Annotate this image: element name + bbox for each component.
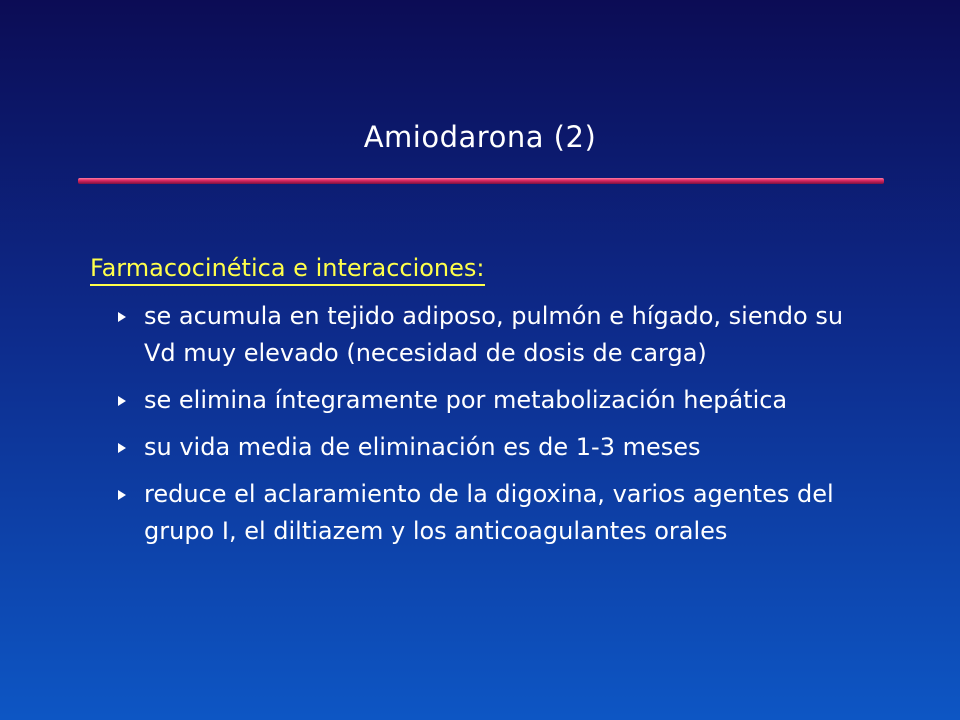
bullet-text: se acumula en tejido adiposo, pulmón e hígado, siendo su Vd muy elevado (necesidad de dosis de carga) (144, 302, 844, 367)
triangle-bullet-icon (118, 396, 126, 406)
bullet-item (118, 298, 878, 372)
bullet-text: se elimina íntegramente por metabolización hepática (144, 386, 788, 414)
bullet-text: su vida media de eliminación es de 1-3 meses (144, 433, 701, 461)
slide-title: Amiodarona (2) (363, 120, 597, 154)
bullet-list (118, 298, 878, 560)
section-heading: Farmacocinética e interacciones: (90, 253, 485, 286)
triangle-bullet-icon (118, 490, 126, 500)
bullet-item (118, 476, 878, 550)
triangle-bullet-icon (118, 443, 126, 453)
triangle-bullet-icon (118, 312, 126, 322)
title-divider (78, 178, 884, 184)
bullet-item (118, 429, 878, 466)
bullet-item (118, 382, 878, 419)
bullet-text: reduce el aclaramiento de la digoxina, varios agentes del grupo I, el diltiazem y los anticoagulantes orales (144, 480, 834, 545)
